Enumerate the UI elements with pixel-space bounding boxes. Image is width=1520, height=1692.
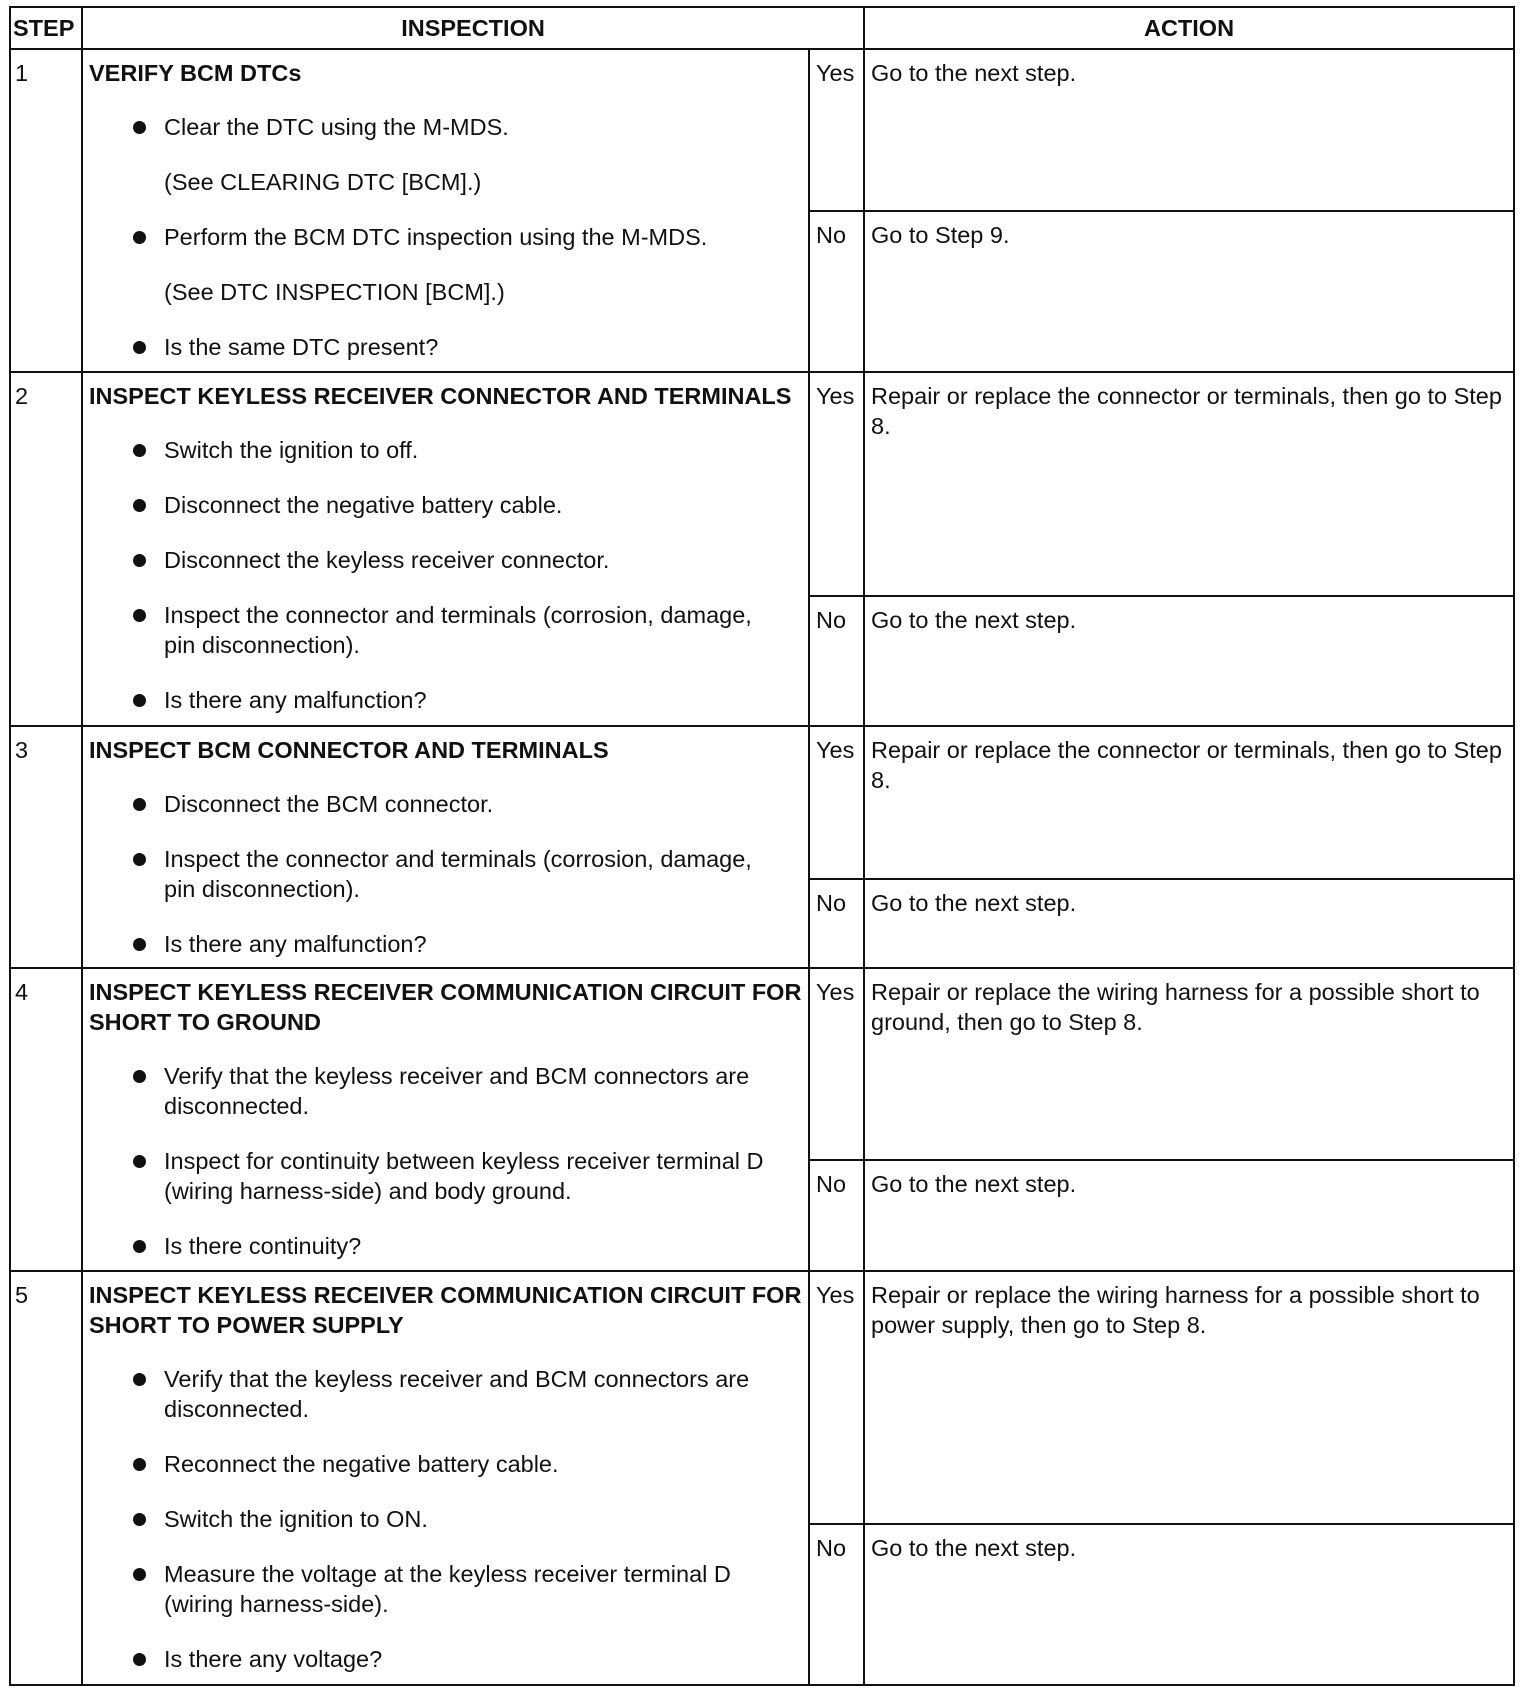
list-item: Disconnect the BCM connector.	[89, 789, 802, 819]
inspection-list	[89, 1061, 802, 1261]
step-row-4-yes	[10, 968, 1514, 1160]
bullet-icon	[133, 798, 146, 811]
list-item: Disconnect the keyless receiver connector.	[89, 545, 802, 575]
bullet-icon	[133, 444, 146, 457]
inspection-list	[89, 112, 802, 362]
list-item: Verify that the keyless receiver and BCM connectors are disconnected.	[89, 1364, 802, 1424]
bullet-icon	[133, 231, 146, 244]
list-item: Inspect for continuity between keyless receiver terminal D (wiring harness-side) and body ground.	[89, 1146, 802, 1206]
no-label: No	[809, 879, 864, 968]
no-action: Go to Step 9.	[864, 211, 1514, 373]
yes-action: Repair or replace the connector or terminals, then go to Step 8.	[864, 726, 1514, 879]
bullet-icon	[133, 1653, 146, 1666]
list-item: Perform the BCM DTC inspection using the M-MDS.	[89, 222, 802, 252]
step-row-3-yes	[10, 726, 1514, 879]
no-label: No	[809, 1160, 864, 1271]
no-label: No	[809, 211, 864, 373]
step-title: INSPECT KEYLESS RECEIVER CONNECTOR AND TERMINALS	[89, 383, 792, 410]
bullet-icon	[133, 554, 146, 567]
bullet-icon	[133, 1240, 146, 1253]
list-item: Disconnect the negative battery cable.	[89, 490, 802, 520]
step-title: INSPECT BCM CONNECTOR AND TERMINALS	[89, 736, 609, 763]
list-item: Inspect the connector and terminals (corrosion, damage, pin disconnection).	[89, 600, 802, 660]
bullet-icon	[133, 1568, 146, 1581]
list-item-note: (See DTC INSPECTION [BCM].)	[164, 279, 505, 305]
bullet-icon	[133, 499, 146, 512]
list-item: Is the same DTC present?	[89, 332, 802, 362]
step-inspection	[82, 726, 809, 968]
yes-label: Yes	[809, 968, 864, 1160]
bullet-icon	[133, 1155, 146, 1168]
diagnostic-procedure-table	[9, 6, 1515, 1686]
step-title: INSPECT KEYLESS RECEIVER COMMUNICATION CIRCUIT FOR SHORT TO POWER SUPPLY	[89, 1281, 802, 1338]
no-action: Go to the next step.	[864, 1160, 1514, 1271]
step-row-1-yes	[10, 49, 1514, 211]
list-item: Verify that the keyless receiver and BCM connectors are disconnected.	[89, 1061, 802, 1121]
bullet-icon	[133, 1513, 146, 1526]
step-number: 4	[10, 968, 82, 1271]
yes-label: Yes	[809, 49, 864, 211]
inspection-list	[89, 435, 802, 715]
step-number: 1	[10, 49, 82, 372]
step-number: 2	[10, 372, 82, 725]
no-label: No	[809, 1524, 864, 1685]
bullet-icon	[133, 609, 146, 622]
step-inspection	[82, 372, 809, 725]
yes-action: Repair or replace the connector or terminals, then go to Step 8.	[864, 372, 1514, 596]
list-item: Reconnect the negative battery cable.	[89, 1449, 802, 1479]
bullet-icon	[133, 938, 146, 951]
list-item: Inspect the connector and terminals (corrosion, damage, pin disconnection).	[89, 844, 802, 904]
yes-action: Go to the next step.	[864, 49, 1514, 211]
yes-action: Repair or replace the wiring harness for a possible short to ground, then go to Step 8.	[864, 968, 1514, 1160]
step-title: VERIFY BCM DTCs	[89, 60, 302, 86]
header-inspection: INSPECTION	[82, 7, 864, 49]
bullet-icon	[133, 694, 146, 707]
yes-action: Repair or replace the wiring harness for a possible short to power supply, then go to Step 8.	[864, 1271, 1514, 1525]
list-item: Is there any malfunction?	[89, 685, 802, 715]
bullet-icon	[133, 853, 146, 866]
step-title: INSPECT KEYLESS RECEIVER COMMUNICATION CIRCUIT FOR SHORT TO GROUND	[89, 978, 802, 1035]
yes-label: Yes	[809, 1271, 864, 1525]
step-number: 3	[10, 726, 82, 968]
bullet-icon	[133, 341, 146, 354]
list-item: Switch the ignition to off.	[89, 435, 802, 465]
yes-label: Yes	[809, 372, 864, 596]
no-label: No	[809, 596, 864, 726]
inspection-list	[89, 1364, 802, 1674]
list-item: Switch the ignition to ON.	[89, 1504, 802, 1534]
header-step: STEP	[10, 7, 82, 49]
yes-label: Yes	[809, 726, 864, 879]
list-item: Measure the voltage at the keyless receiver terminal D (wiring harness-side).	[89, 1559, 802, 1619]
step-inspection	[82, 49, 809, 372]
header-action: ACTION	[864, 7, 1514, 49]
no-action: Go to the next step.	[864, 596, 1514, 726]
step-row-2-yes	[10, 372, 1514, 596]
bullet-icon	[133, 1373, 146, 1386]
header-row	[10, 7, 1514, 49]
no-action: Go to the next step.	[864, 879, 1514, 968]
no-action: Go to the next step.	[864, 1524, 1514, 1685]
bullet-icon	[133, 1458, 146, 1471]
list-item: Is there any voltage?	[89, 1644, 802, 1674]
bullet-icon	[133, 121, 146, 134]
list-item: Is there any malfunction?	[89, 929, 802, 959]
step-number: 5	[10, 1271, 82, 1685]
list-item: Is there continuity?	[89, 1231, 802, 1261]
list-item-note: (See CLEARING DTC [BCM].)	[164, 169, 482, 195]
step-row-5-yes	[10, 1271, 1514, 1525]
list-item: Clear the DTC using the M-MDS.	[89, 112, 802, 142]
step-inspection	[82, 1271, 809, 1685]
step-inspection	[82, 968, 809, 1271]
inspection-list	[89, 789, 802, 959]
bullet-icon	[133, 1070, 146, 1083]
